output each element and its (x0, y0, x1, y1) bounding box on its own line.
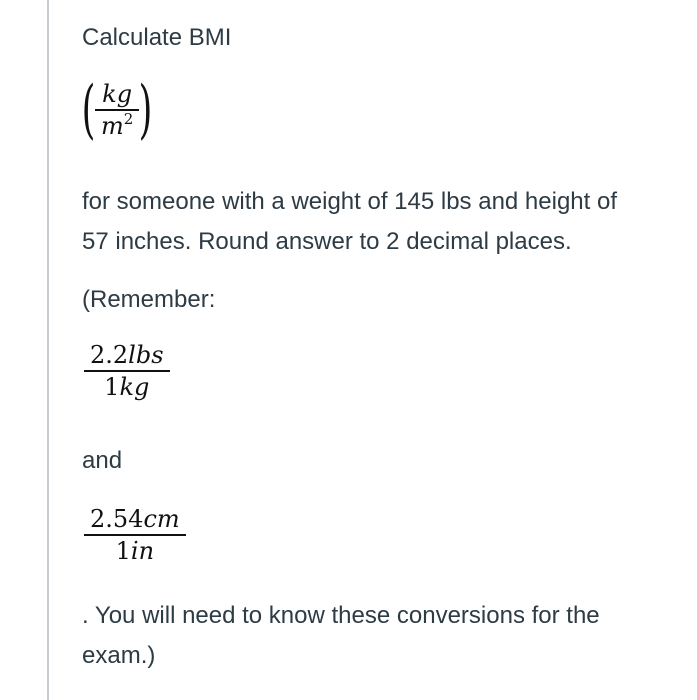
conversion1-numerator (84, 340, 170, 370)
conversion2-denominator (110, 536, 160, 566)
conversion2-den-unit: in (130, 536, 155, 565)
conversion1-den-number: 1 (104, 372, 120, 401)
conversion2-num-unit: cm (143, 505, 180, 533)
cm-in-conversion (84, 504, 186, 566)
unit-numerator: kg (102, 80, 133, 109)
closing-line-2: exam.) (82, 642, 156, 669)
conversion1-num-number: 2.2 (90, 341, 129, 369)
right-paren: ) (138, 73, 153, 147)
conversion1-denominator (98, 372, 155, 402)
closing-line-1: . You will need to know these conversions for the (82, 602, 600, 629)
question-body-line-1: for someone with a weight of 145 lbs and height of (82, 188, 618, 215)
conversion2-numerator (84, 504, 186, 534)
denominator-base: m (100, 111, 124, 140)
content-left-border (47, 0, 49, 700)
denominator-exponent: 2 (123, 109, 134, 128)
unit-denominator (95, 111, 139, 141)
lbs-kg-conversion (84, 340, 170, 402)
bmi-unit-formula (76, 73, 158, 147)
question-body-line-2: 57 inches. Round answer to 2 decimal places. (82, 228, 572, 255)
conversion1-den-unit: kg (119, 372, 150, 401)
question-heading: Calculate BMI (82, 24, 232, 51)
conversion2-den-number: 1 (115, 536, 131, 565)
conversion1-num-unit: lbs (128, 341, 164, 369)
conversion2-num-number: 2.54 (90, 505, 144, 533)
unit-fraction (95, 79, 139, 141)
left-paren: ( (81, 73, 96, 147)
and-label: and (82, 447, 123, 474)
remember-label: (Remember: (82, 286, 216, 313)
